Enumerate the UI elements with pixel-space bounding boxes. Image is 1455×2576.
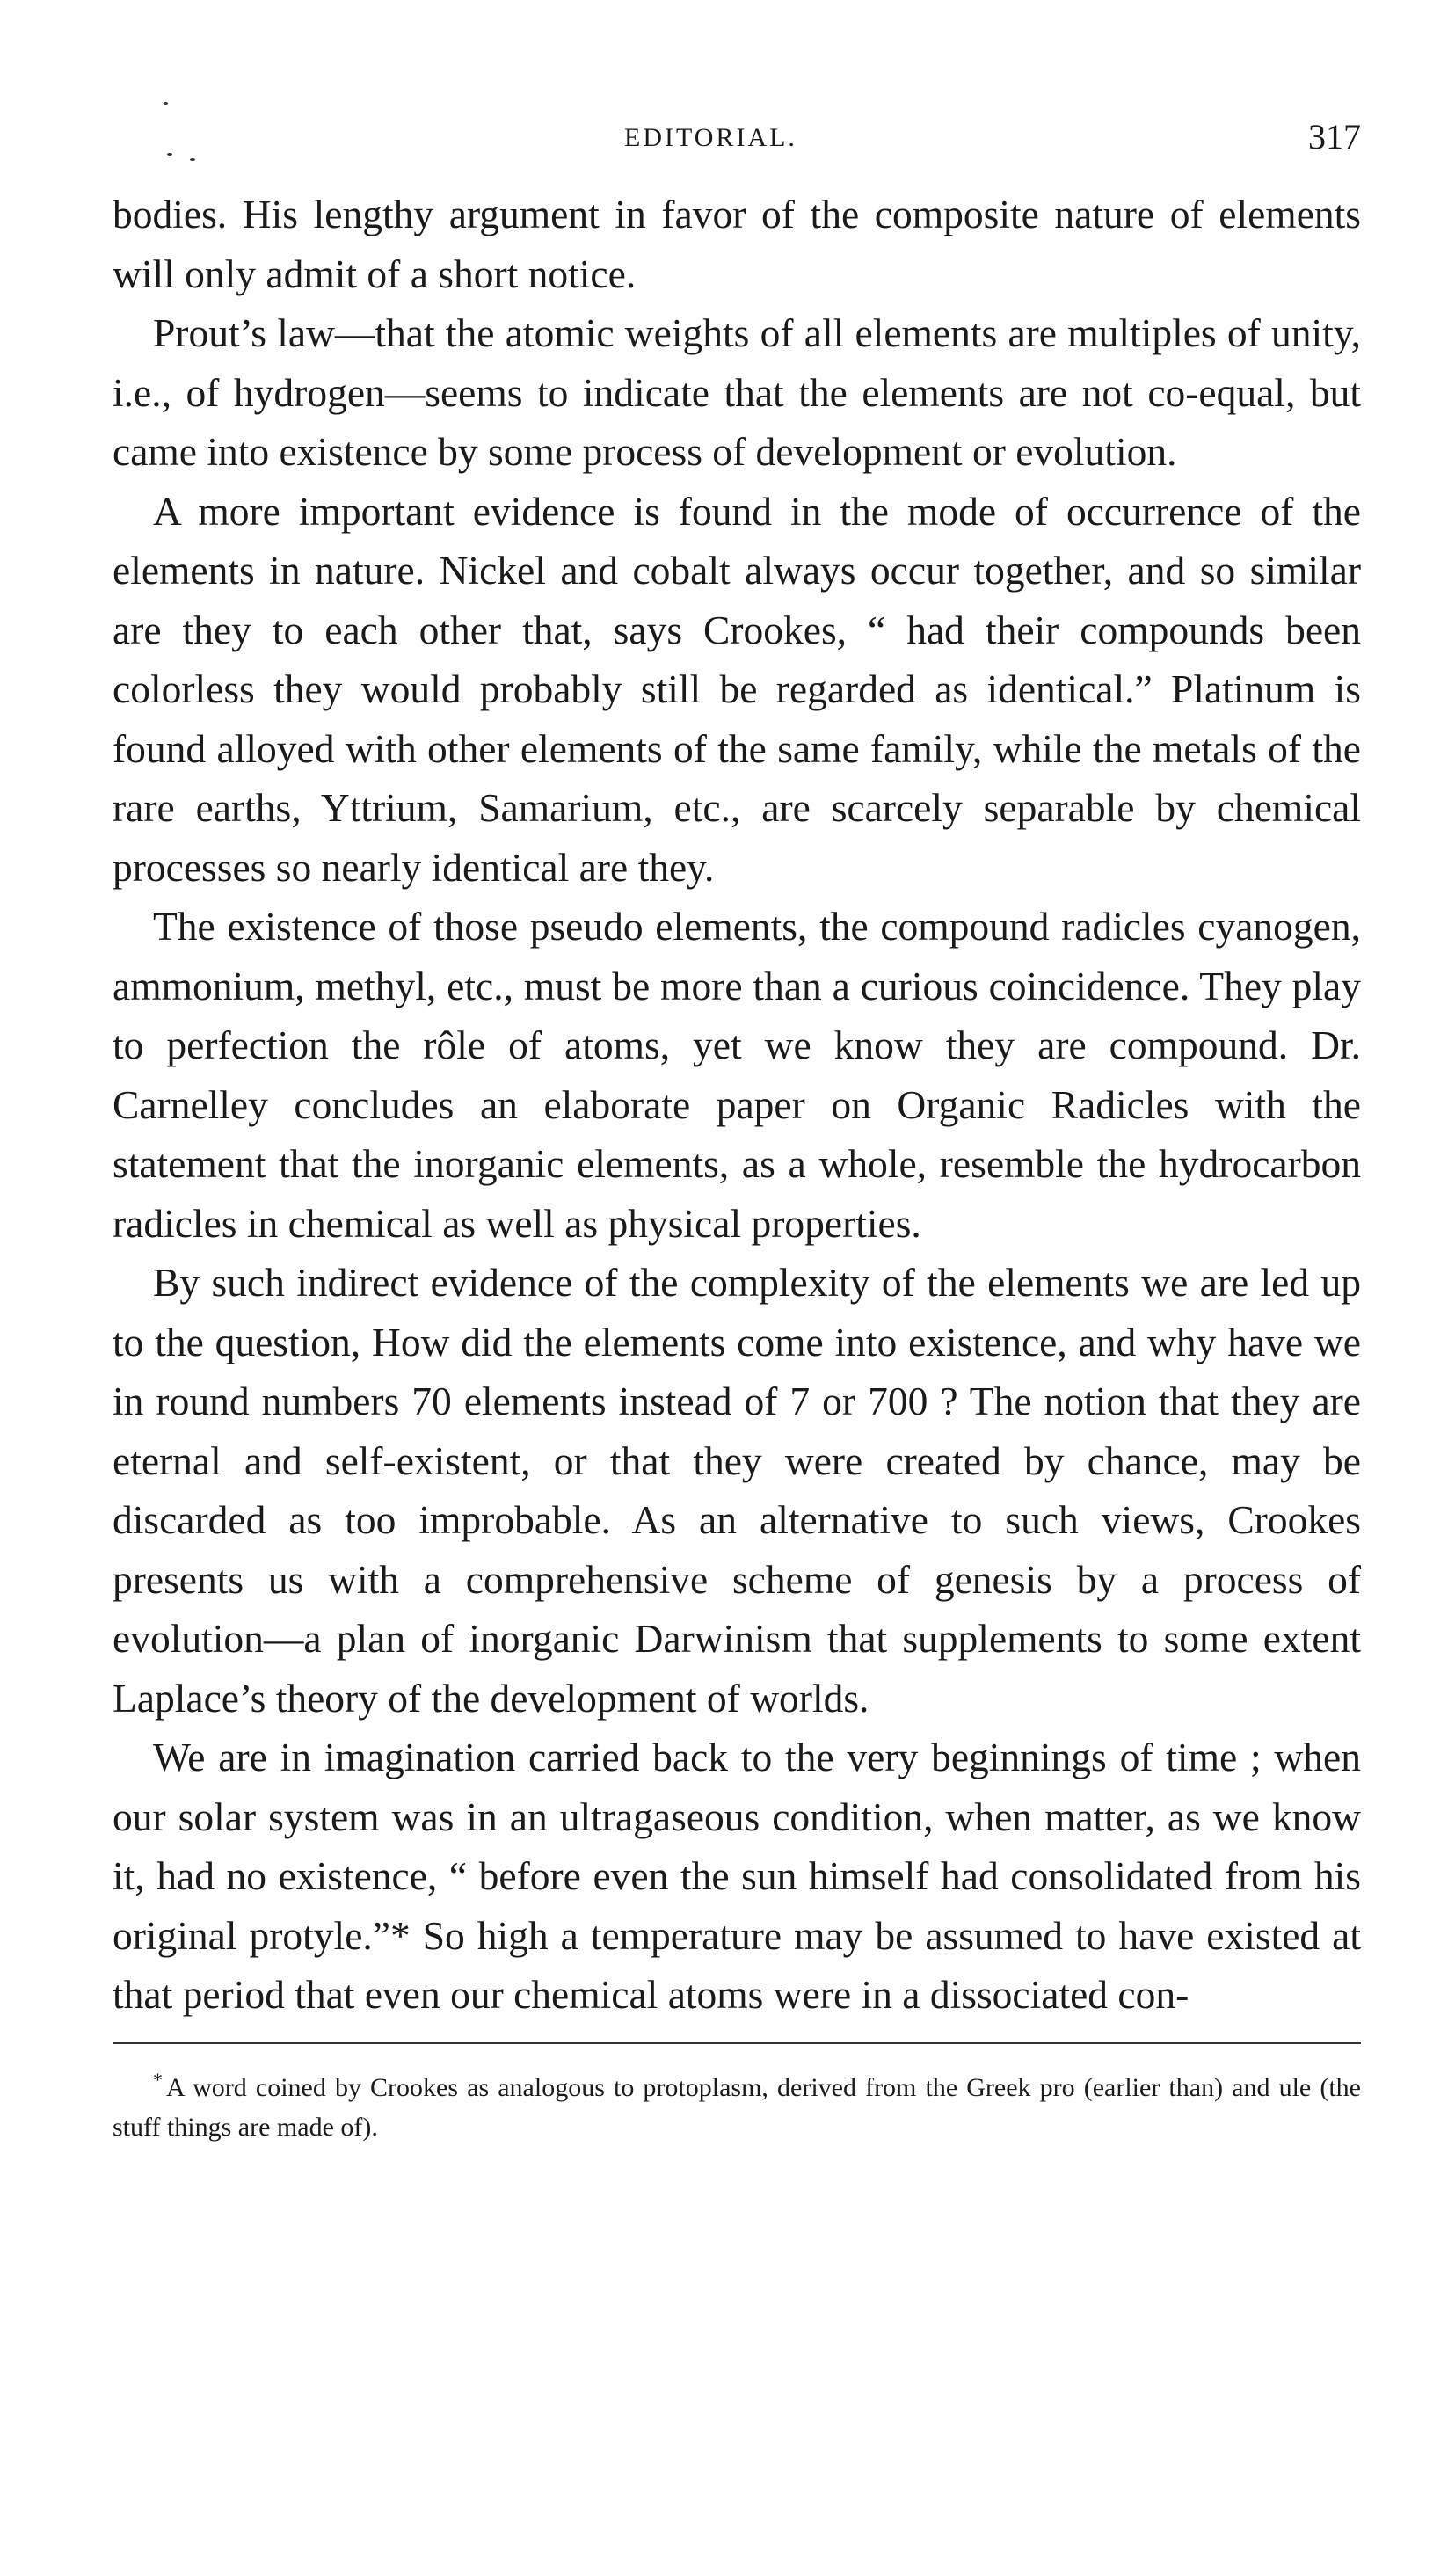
running-head: EDITORIAL. [624,123,797,152]
footnote-mark: * [153,2068,163,2091]
paragraph: We are in imagination carried back to the very beginnings of time ; when our solar system was in an ultragaseous condition, when matter, as we know it, had no existence, “ before even the sun himself had consolidated from his original protyle.”* So high a temperature may be assumed to have existed at that period that even our chemical atoms were in a dissociated con- [113,1735,1361,2017]
body-text [113,185,1361,2025]
paragraph: The existence of those pseudo elements, the compound radicles cyanogen, ammonium, methyl, etc., must be more than a curious coincidence. They play to perfection the rôle of atoms, yet we know they are compound. Dr. Carnelley concludes an elaborate paper on Organic Radicles with the statement that the inorganic elements, as a whole, resemble the hydrocarbon radicles in chemical as well as physical properties. [113,904,1361,1246]
paragraph: bodies. His lengthy argument in favor of the composite nature of elements will only admit of a short notice. [113,192,1361,296]
paragraph: By such indirect evidence of the complexity of the elements we are led up to the question, How did the elements come into existence, and why have we in round numbers 70 elements instead of 7 or 700 ? The notion that they are eternal and self-existent, or that they were created by chance, may be discarded as too improbable. As an alternative to such views, Crookes presents us with a comprehensive scheme of genesis by a process of evolution—a plan of inorganic Darwinism that supplements to some extent Laplace’s theory of the development of worlds. [113,1260,1361,1721]
page-number: 317 [1308,117,1361,156]
paragraph: Prout’s law—that the atomic weights of all elements are multiples of unity, i.e., of hydrogen—seems to indicate that the elements are not co-equal, but came into existence by some process of development or evolution. [113,310,1361,474]
footnote [113,2060,1361,2147]
print-speck [167,153,172,156]
book-page [113,106,1361,2147]
paragraph: A more important evidence is found in the mode of occurrence of the elements in nature. Nickel and cobalt always occur together, and so similar are they to each other that, says Crookes, “ had their compounds been colorless they would probably still be regarded as identical.” Platinum is found alloyed with other elements of the same family, while the metals of the rare earths, Yttrium, Samarium, etc., are scarcely separable by chemical processes so nearly identical are they. [113,488,1361,890]
print-speck [190,158,195,161]
page-header [113,106,1361,185]
footnote-text: A word coined by Crookes as analogous to protoplasm, derived from the Greek pro (earlier than) and ule (the stuff things are made of). [113,2072,1361,2142]
footnote-rule [113,2042,1361,2044]
print-speck [164,102,168,105]
